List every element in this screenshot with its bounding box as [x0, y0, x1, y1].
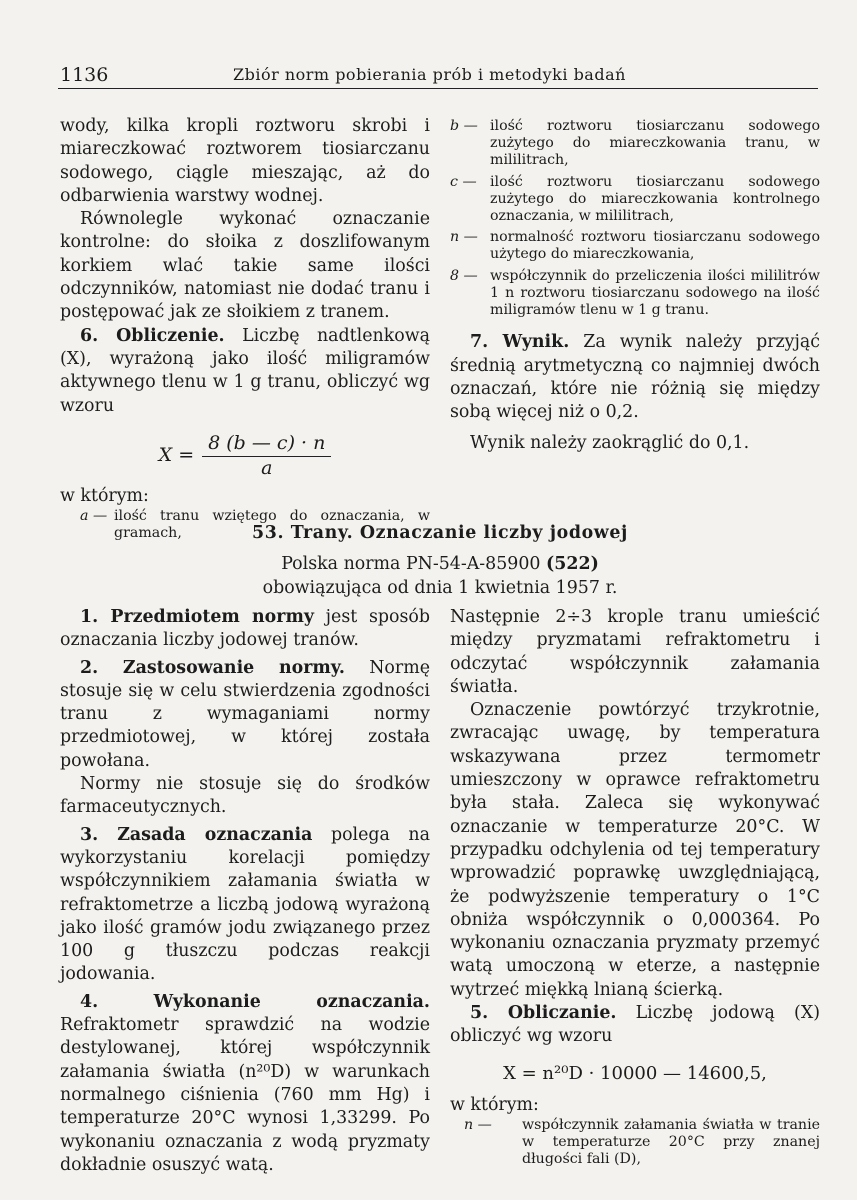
section-heading: 6. Obliczenie.	[80, 325, 225, 346]
paragraph-text: Liczbę nadtlenkową (X), wyrażoną jako ilość miligramów aktywnego tlenu w 1 g tranu, obliczyć wg wzoru	[60, 325, 430, 416]
section-3	[60, 824, 430, 987]
definition-text: normalność roztworu tiosiarczanu sodowego użytego do miareczkowania,	[490, 229, 820, 263]
definition-item	[450, 174, 820, 226]
section-title: 53. Trany. Oznaczanie liczby jodowej	[252, 523, 628, 543]
definition-item	[450, 268, 820, 320]
definition-item	[450, 229, 820, 263]
paragraph-text: Liczbę jodową (X) obliczyć wg wzoru	[450, 1003, 820, 1047]
definition-symbol: c —	[450, 173, 477, 190]
rounding-paragraph: Wynik należy zaokrąglić do 0,1.	[470, 433, 750, 454]
where-label: w którym:	[60, 485, 149, 506]
formula-lhs: X =	[158, 444, 195, 467]
section-heading: 3. Zasada oznaczania	[80, 824, 313, 845]
bottom-right-column	[450, 606, 820, 1173]
norm-number: Polska norma PN-54-A-85900	[281, 554, 541, 575]
peroxide-formula	[60, 432, 430, 479]
definition-text: współczynnik do przeliczenia ilości mililitrów 1 n roztworu tiosiarczanu sodowego na ilość miligramów tlenu w 1 g tranu.	[490, 267, 820, 319]
paragraph: Oznaczenie powtórzyć trzykrotnie, zwracając uwagę, by temperatura wskazywana przez termometr umieszczony w oprawce refraktometru była stała. Zaleca się wykonywać oznaczanie w temperaturze 20°C. W przypadku odchylenia od tej temperatury wprowadzić poprawkę uwzględniającą, że podwyższenie temperatury o 1°C obniża współczynnik o 0,000364. Po wykonaniu oznaczania pryzmaty przemyć watą umoczoną w eterze, a następnie wytrzeć miękką lnianą ścierką.	[450, 700, 820, 1000]
section-header	[60, 522, 820, 600]
norm-code: (522)	[546, 554, 599, 575]
definition-symbol: 8 —	[450, 267, 478, 284]
definition-symbol: n —	[450, 229, 478, 246]
section-2	[60, 657, 430, 773]
definition-symbol: n —	[464, 1116, 492, 1133]
paragraph: Normy nie stosuje się do środków farmaceutycznych.	[60, 774, 430, 818]
definitions-list	[450, 118, 820, 319]
paragraph-text: polega na wykorzystaniu korelacji pomiędzy współczynnikiem załamania światła w refraktometrze a liczbą jodową wyrażoną jako ilość gramów jodu związanego przez 100 g tłuszczu podczas reakcji jodowania.	[60, 824, 431, 985]
bottom-left-column	[60, 606, 430, 1177]
formula-numerator: 8 (b — c) · n	[202, 432, 331, 457]
section-4	[60, 991, 430, 1177]
definition-text: ilość roztworu tiosiarczanu sodowego zużytego do miareczkowania tranu, w mililitrach,	[490, 118, 820, 169]
page-number: 1136	[60, 64, 109, 86]
formula-denominator: a	[261, 456, 273, 479]
calculation-paragraph	[60, 325, 430, 418]
norm-line	[60, 553, 820, 576]
paragraph: Równolegle wykonać oznaczanie kontrolne: do słoika z doszlifowanym korkiem wlać takie same ilości odczynników, natomiast nie dodać tranu i postępować jak ze słoikiem z tranem.	[60, 209, 430, 323]
paragraph-text: Normę stosuje się w celu stwierdzenia zgodności tranu z wymaganiami normy przedmiotowej, w której została powołana.	[60, 657, 430, 771]
paragraph: wody, kilka kropli roztworu skrobi i miareczkować roztworem tiosiarczanu sodowego, ciągle mieszając, aż do odbarwienia warstwy wodnej.	[60, 116, 430, 206]
running-title: Zbiór norm pobierania prób i metodyki badań	[233, 65, 626, 84]
validity-line: obowiązująca od dnia 1 kwietnia 1957 r.	[262, 577, 618, 598]
paragraph-text: Za wynik należy przyjąć średnią arytmetyczną co najmniej dwóch oznaczań, które nie różnią się między sobą więcej niż o 0,2.	[450, 332, 821, 423]
paragraph: Następnie 2÷3 krople tranu umieścić między pryzmatami refraktometru i odczytać współczynnik załamania światła.	[450, 607, 820, 697]
top-right-column	[450, 118, 820, 456]
definition-text: ilość tranu wziętego do oznaczania, w gramach,	[114, 508, 430, 542]
paragraph-text: jest sposób oznaczania liczby jodowej tranów.	[60, 607, 430, 651]
paragraph-text: Refraktometr sprawdzić na wodzie destylowanej, której współczynnik załamania światła (n²⁰D) w warunkach normalnego ciśnienia (760 mm Hg) i temperaturze 20°C wynosi 1,33299. Po wykonaniu oznaczania z wodą pryzmaty dokładnie osuszyć watą.	[60, 1015, 430, 1175]
where-label: w którym:	[450, 1094, 539, 1115]
top-left-column	[60, 115, 430, 547]
section-heading: 2. Zastosowanie normy.	[80, 657, 345, 678]
definition-text: współczynnik załamania światła w tranie w temperaturze 20°C przy znanej długości fali (D),	[522, 1116, 820, 1168]
iodine-formula: X = n²⁰D · 10000 — 14600,5,	[503, 1062, 767, 1084]
section-heading: 1. Przedmiotem normy	[80, 607, 314, 627]
result-paragraph	[450, 331, 820, 424]
section-heading: 7. Wynik.	[470, 332, 570, 353]
section-5	[450, 1002, 820, 1049]
section-heading: 5. Obliczanie.	[470, 1003, 617, 1024]
definition-symbol: b —	[450, 118, 478, 134]
section-heading: 4. Wykonanie oznaczania.	[80, 991, 430, 1012]
definition-n	[464, 1117, 820, 1169]
definition-text: ilość roztworu tiosiarczanu sodowego zużytego do miareczkowania kontrolnego oznaczania, w mililitrach,	[490, 173, 820, 225]
definition-symbol: a —	[80, 508, 108, 525]
page-header	[58, 62, 818, 89]
formula-fraction	[202, 432, 331, 479]
definition-item	[450, 118, 820, 170]
section-1	[60, 606, 430, 653]
